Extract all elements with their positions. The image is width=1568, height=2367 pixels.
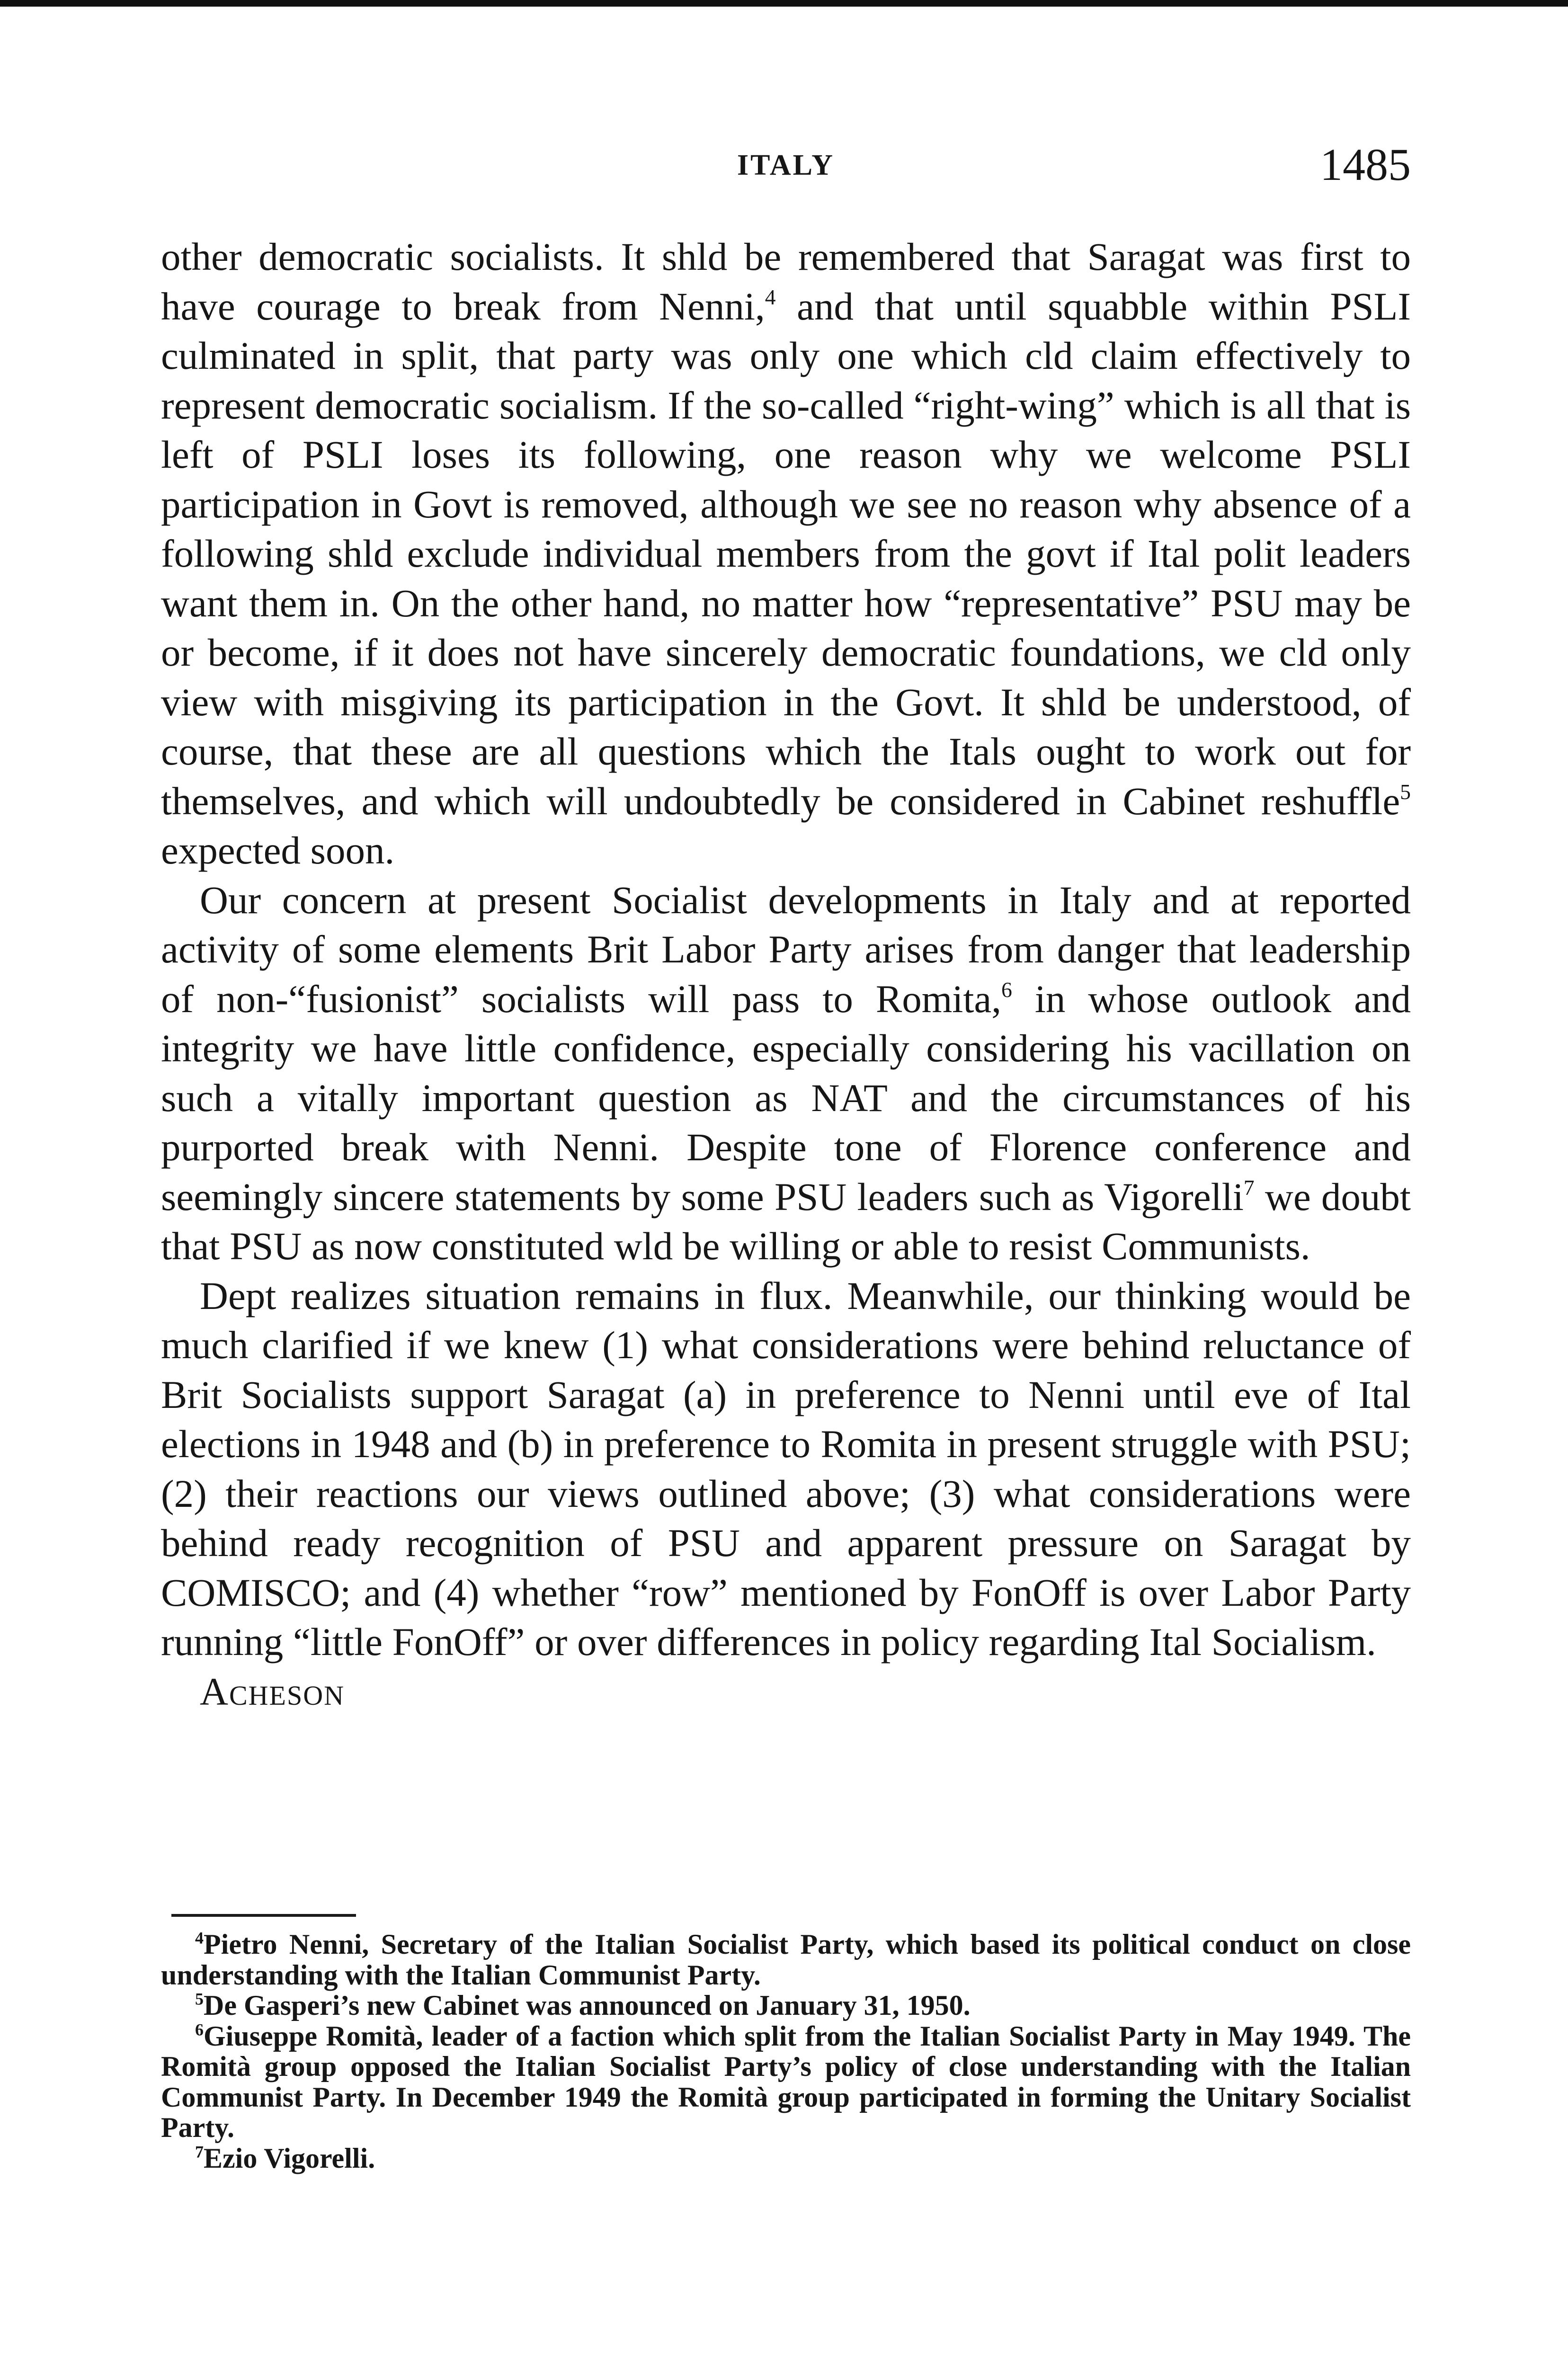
footnote-5 [161,1990,1411,2021]
main-text [161,232,1411,1716]
paragraph-1-text-b: and that until squabble within PSLI culminated in split, that party was only one which cld claim effectively to represent democratic socialism. If the so-called “right-wing” which is all that is left of PSLI loses its following, one reason why we welcome PSLI participation in Govt is removed, although we see no reason why absence of a following shld exclude individual members from the govt if Ital polit leaders want them in. On the other hand, no matter how “representative” PSU may be or become, if it does not have sincerely democratic foundations, we cld only view with misgiving its participation in the Govt. It shld be understood, of course, that these are all questions which the Itals ought to work out for themselves, and which will undoubtedly be considered in Cabinet reshuffle [161,284,1411,823]
paragraph-2-text-c: we doubt that PSU as now constituted wld be willing or able to resist Communists. [161,1175,1411,1268]
footnote-5-number: 5 [195,1989,204,2009]
paragraph-1-text-c: expected soon. [161,828,395,872]
paragraph-2-text-a: Our concern at present Socialist developments in Italy and at reported activity of some elements Brit Labor Party arises from danger that leadership of non-“fusionist” socialists will pass to Romita, [161,878,1411,1021]
paragraph-1-text-a: other democratic socialists. It shld be remembered that Saragat was first to have courage to break from Nenni, [161,235,1411,328]
footnote-4 [161,1929,1411,1990]
footnote-4-text: Pietro Nenni, Secretary of the Italian Socialist Party, which based its political conduct on close understanding with the Italian Communist Party. [161,1929,1411,1991]
footnote-4-number: 4 [195,1928,204,1948]
footnote-ref-6[interactable]: 6 [1001,977,1012,1002]
header-title: ITALY [737,149,835,181]
footnote-7-number: 7 [195,2142,204,2161]
footnote-6-text: Giuseppe Romità, leader of a faction which split from the Italian Socialist Party in May 1949. The Romità group opposed the Italian Socialist Party’s policy of close understanding with the Italian Communist Party. In December 1949 the Romità group participated in forming the Unitary Socialist Party. [161,2020,1411,2143]
footnotes [161,1929,1411,2173]
footnote-7 [161,2143,1411,2174]
footnote-ref-4[interactable]: 4 [765,285,776,309]
paragraph-3: Dept realizes situation remains in flux. Meanwhile, our thinking would be much clarified if we knew (1) what considerations were behind reluctance of Brit Socialists support Saragat (a) in preference to Nenni until eve of Ital elections in 1948 and (b) in preference to Romita in present struggle with PSU; (2) their reactions our views outlined above; (3) what considerations were behind ready recognition of PSU and apparent pressure on Saragat by COMISCO; and (4) whether “row” mentioned by FonOff is over Labor Party running “little FonOff” or over differences in policy regarding Ital Socialism. [161,1273,1411,1664]
page-top-border [0,0,1568,7]
footnote-7-text: Ezio Vigorelli. [204,2142,375,2174]
paragraph-1 [161,232,1411,875]
paragraph-2-text-b: in whose outlook and integrity we have little confidence, especially considering his vacillation on such a vitally important question as NAT and the circumstances of his purported break with Nenni. Despite tone of Florence conference and seemingly sincere statements by some PSU leaders such as Vigorelli [161,977,1411,1219]
footnote-ref-5[interactable]: 5 [1400,779,1411,804]
paragraph-2 [161,875,1411,1271]
page-number: 1485 [1320,139,1411,190]
signature: Acheson [200,1669,345,1713]
footnote-6 [161,2021,1411,2143]
footnote-ref-7[interactable]: 7 [1243,1175,1255,1200]
footnote-6-number: 6 [195,2020,204,2039]
footnote-separator [171,1914,356,1917]
running-header [161,139,1411,194]
footnote-5-text: De Gasperi’s new Cabinet was announced on January 31, 1950. [204,1990,971,2021]
